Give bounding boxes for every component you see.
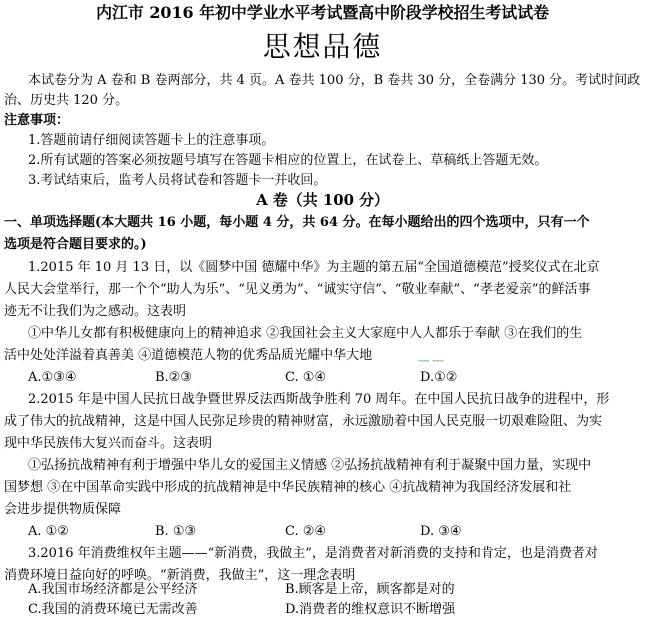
question-3-stem: 消费环境日益向好的呼唤。“新消费，我做主”，这一理念表明 bbox=[4, 568, 356, 583]
question-1-stem: 1.2015 年 10 月 13 日，以《圆梦中国 德耀中华》为主题的第五届“全国道德模范”授奖仪式在北京 bbox=[28, 260, 600, 275]
question-1-stem: 迹无不让我们为之感动。这表明 bbox=[4, 304, 187, 319]
question-2-option-d: D. ③④ bbox=[420, 524, 462, 539]
question-1-statements: 活中处处洋溢着真善美 ④道德模范人物的优秀品质光耀中华大地 bbox=[4, 348, 373, 363]
question-1-stem: 人民大会堂举行，那一个个“助人为乐”、“见义勇为”、“诚实守信”、“敬业奉献”、“孝老爱亲”的鲜活事 bbox=[4, 282, 591, 297]
note-item: 1.答题前请仔细阅读答题卡上的注意事项。 bbox=[28, 133, 275, 148]
question-2-statements: 会进步提供物质保障 bbox=[4, 502, 122, 517]
question-2-statements: ①弘扬抗战精神有利于增强中华儿女的爱国主义情感 ②弘扬抗战精神有利于凝聚中国力量，实现中 bbox=[28, 458, 592, 473]
question-2-stem: 成了伟大的抗战精神，这是中国人民弥足珍贵的精神财富，永远激励着中国人民克服一切艰难险阻、为实 bbox=[4, 414, 603, 429]
question-3-option-b: B.顾客是上帝，顾客都是对的 bbox=[285, 582, 455, 597]
question-2-option-a: A. ①② bbox=[28, 524, 69, 539]
question-3-option-a: A.我国市场经济都是公平经济 bbox=[28, 582, 198, 597]
question-2-statements: 国梦想 ③在中国革命实践中形成的抗战精神是中华民族精神的核心 ④抗战精神为我国经济发展和社 bbox=[4, 480, 572, 495]
question-2-option-b: B. ①③ bbox=[155, 524, 197, 539]
notes-heading: 注意事项： bbox=[4, 113, 70, 128]
question-3-option-c: C.我国的消费环境已无需改善 bbox=[28, 602, 198, 617]
question-3-stem: 3.2016 年消费维权年主题——“新消费，我做主”，是消费者对新消费的支持和肯定，也是消费者对 bbox=[28, 546, 598, 561]
question-1-option-c: C. ①④ bbox=[285, 370, 327, 385]
intro-line-1: 本试卷分为 A 卷和 B 卷两部分，共 4 页。A 卷共 100 分，B 卷共 30 分，全卷满分 130 分。考试时间政 bbox=[28, 73, 641, 88]
exam-title: 内江市 2016 年初中学业水平考试暨高中阶段学校招生考试试卷 bbox=[96, 3, 550, 22]
part1-instruction-line-1: 一、单项选择题(本大题共 16 小题，每小题 4 分，共 64 分。在每小题给出的四个选项中，只有一个 bbox=[4, 215, 590, 230]
subject-title: 思想品德 bbox=[262, 30, 383, 63]
question-2-stem: 现中华民族伟大复兴而奋斗。这表明 bbox=[4, 436, 213, 451]
question-3-option-d: D.消费者的维权意识不断增强 bbox=[285, 602, 456, 617]
question-1-option-a: A.①③④ bbox=[28, 370, 77, 385]
note-item: 3.考试结束后，监考人员将试卷和答题卡一并收回。 bbox=[28, 173, 327, 188]
section-a-title: A 卷（共 100 分） bbox=[256, 191, 389, 209]
question-1-statements: ①中华儿女都有积极健康向上的精神追求 ②我国社会主义大家庭中人人都乐于奉献 ③在我们的生 bbox=[28, 326, 583, 341]
part1-instruction-line-2: 选项是符合题目要求的。) bbox=[4, 237, 147, 252]
question-2-option-c: C. ②④ bbox=[285, 524, 327, 539]
question-1-option-d: D.①② bbox=[420, 370, 458, 385]
note-item: 2.所有试题的答案必须按题号填写在答题卡相应的位置上，在试卷上、草稿纸上答题无效。 bbox=[28, 153, 548, 168]
intro-line-2: 治、历史共 120 分。 bbox=[4, 93, 129, 108]
wavy-underline-mark: ﹏ ﹏ bbox=[418, 350, 444, 363]
question-1-option-b: B.②③ bbox=[155, 370, 192, 385]
question-2-stem: 2.2015 年是中国人民抗日战争暨世界反法西斯战争胜利 70 周年。在中国人民抗日战争的进程中，形 bbox=[28, 392, 610, 407]
